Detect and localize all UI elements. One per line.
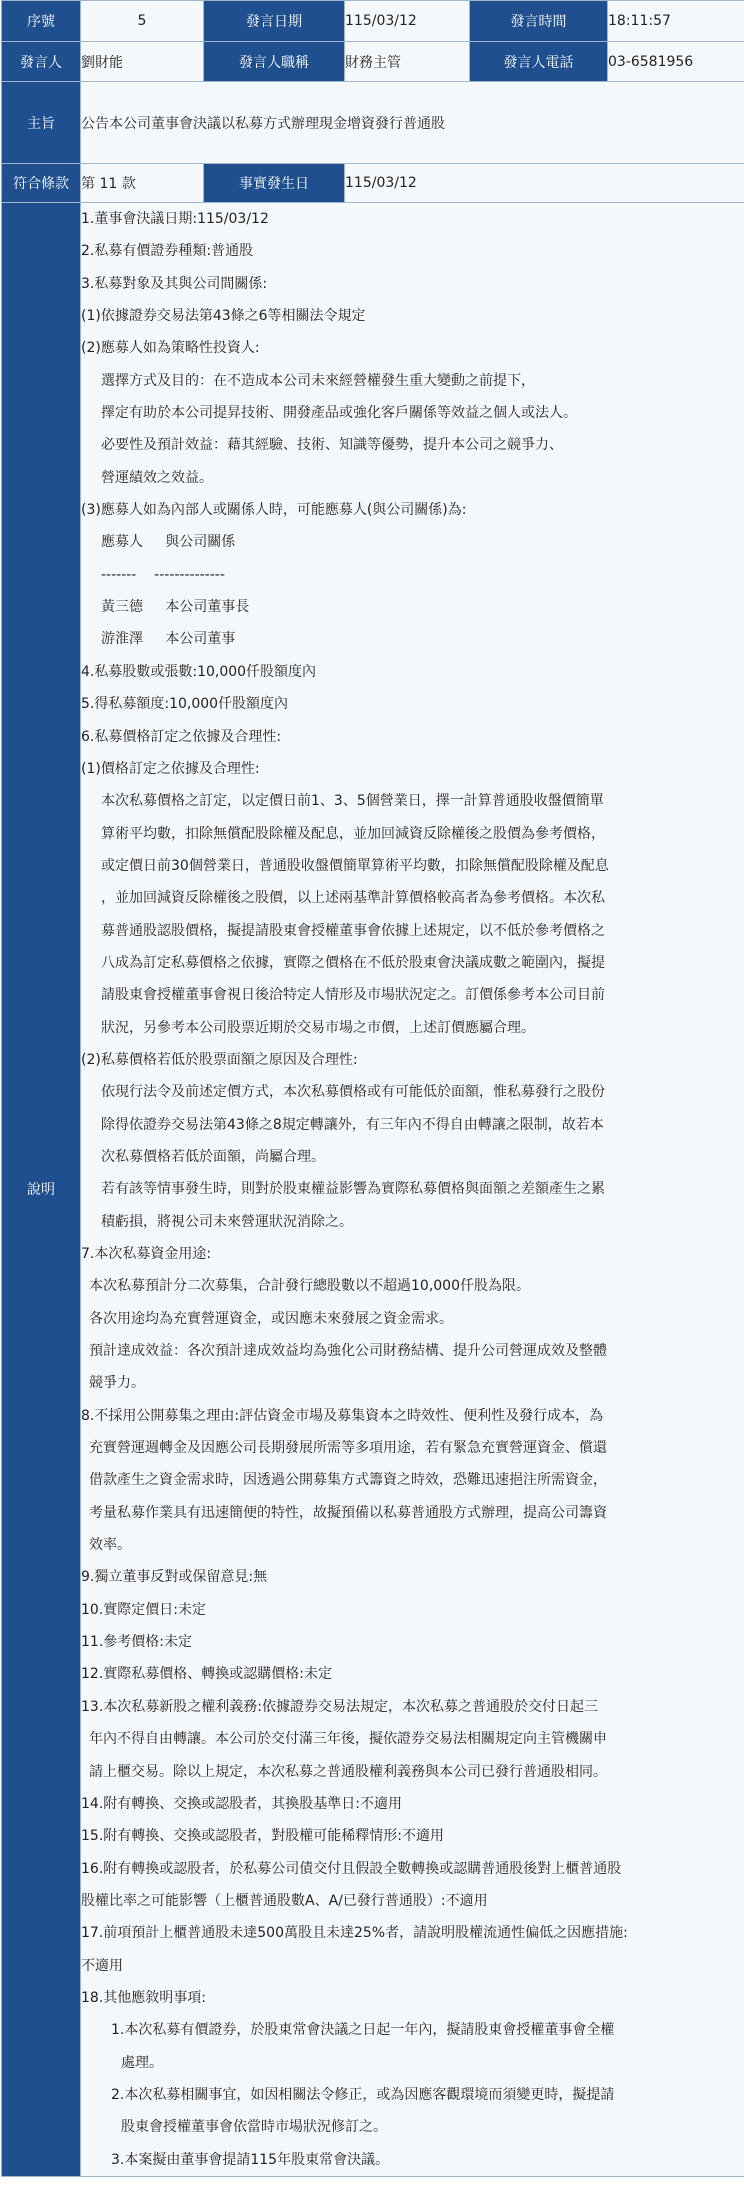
explanation-line: 8.不採用公開募集之理由:評估資金市場及募集資本之時效性、便利性及發行成本，為: [81, 1407, 604, 1424]
explanation-line: (2)私募價格若低於股票面額之原因及合理性:: [81, 1051, 358, 1068]
explanation-line: 本次私募價格之訂定，以定價日前1、3、5個營業日，擇一計算普通股收盤價簡單: [101, 793, 604, 810]
explanation-line: 4.私募股數或張數:10,000仟股額度內: [81, 663, 317, 680]
clause-value: 第 11 款: [81, 164, 204, 203]
subject-value: 公告本公司董事會決議以私募方式辦理現金增資發行普通股: [81, 82, 744, 164]
explanation-line: 1.本次私募有價證券，於股東常會決議之日起一年內，擬請股東會授權董事會全權: [111, 2022, 615, 2039]
explanation-line: ，並加回減資反除權後之股價，以上述兩基準計算價格較高者為參考價格。本次私: [101, 890, 605, 907]
subject-row: [2, 82, 744, 164]
explanation-line: 15.附有轉換、交換或認股者，對股權可能稀釋情形:不適用: [81, 1828, 444, 1845]
fact-date-value: 115/03/12: [345, 164, 744, 203]
explanation-line: (3)應募人如為內部人或關係人時，可能應募人(與公司關係)為:: [81, 502, 467, 519]
explanation-line: (1)價格訂定之依據及合理性:: [81, 760, 260, 777]
announce-time-label: 發言時間: [470, 1, 608, 42]
header-row-1: [2, 1, 744, 42]
explanation-line: 應募人 與公司關係: [101, 534, 236, 551]
explanation-line: 3.本案擬由董事會提請115年股東常會決議。: [111, 2151, 390, 2168]
explanation-line: 3.私募對象及其與公司間關係:: [81, 275, 268, 292]
explanation-line: 年內不得自由轉讓。本公司於交付滿三年後，擬依證券交易法相關規定向主管機關申: [89, 1731, 607, 1748]
explanation-line: 募普通股認股價格，擬提請股東會授權董事會依據上述規定，以不低於參考價格之: [101, 922, 605, 939]
explanation-line: 1.董事會決議日期:115/03/12: [81, 211, 269, 227]
explanation-line: 5.得私募額度:10,000仟股額度內: [81, 696, 289, 713]
explanation-line: 各次用途均為充實營運資金，或因應未來發展之資金需求。: [89, 1310, 453, 1327]
explanation-line: 擇定有助於本公司提昇技術、開發產品或強化客戶關係等效益之個人或法人。: [101, 405, 577, 422]
explanation-line: 或定價日前30個營業日，普通股收盤價簡單算術平均數，扣除無償配股除權及配息: [101, 857, 609, 874]
explanation-line: 16.附有轉換或認股者，於私募公司債交付且假設全數轉換或認購普通股後對上櫃普通股: [81, 1860, 622, 1877]
explanation-line: 11.參考價格:未定: [81, 1634, 192, 1651]
explanation-line: 6.私募價格訂定之依據及合理性:: [81, 728, 282, 745]
explanation-line: 狀況，另參考本公司股票近期於交易市場之市價，上述訂價應屬合理。: [101, 1019, 535, 1036]
speaker-value: 劉財能: [81, 42, 204, 82]
explanation-line: 17.前項預計上櫃普通股未達500萬股且未達25%者，請說明股權流通性偏低之因應措施:: [81, 1925, 628, 1942]
explanation-line: ------- --------------: [101, 566, 225, 583]
explanation-line: 不適用: [81, 1957, 123, 1974]
explanation-line: 12.實際私募價格、轉換或認購價格:未定: [81, 1666, 332, 1683]
explanation-line: 必要性及預計效益：藉其經驗、技術、知識等優勢，提升本公司之競爭力、: [101, 437, 563, 454]
explanation-line: 游淮澤 本公司董事: [101, 631, 236, 648]
explanation-line: 八成為訂定私募價格之依據，實際之價格在不低於股東會決議成數之範圍內，擬提: [101, 954, 605, 971]
announce-date-value: 115/03/12: [345, 1, 470, 42]
explanation-line: 次私募價格若低於面額，尚屬合理。: [101, 1148, 325, 1165]
speaker-title-label: 發言人職稱: [204, 42, 345, 82]
seq-value: 5: [81, 1, 204, 42]
explanation-line: 處理。: [121, 2054, 163, 2071]
explanation-line: 10.實際定價日:未定: [81, 1601, 206, 1618]
announce-time-value: 18:11:57: [608, 1, 744, 42]
explanation-line: 18.其他應敘明事項:: [81, 1989, 206, 2006]
speaker-phone-value: 03-6581956: [608, 42, 744, 82]
announcement-table: [1, 0, 744, 2177]
explanation-line: 本次私募預計分二次募集，合計發行總股數以不超過10,000仟股為限。: [89, 1278, 530, 1295]
explanation-line: 黃三德 本公司董事長: [101, 599, 250, 616]
explanation-line: 請股東會授權董事會視日後洽特定人情形及市場狀況定之。訂價係參考本公司目前: [101, 987, 605, 1004]
explanation-line: 借款產生之資金需求時，因透過公開募集方式籌資之時效，恐難迅速挹注所需資金，: [89, 1472, 607, 1489]
fact-date-label: 事實發生日: [204, 164, 345, 203]
explanation-line: (1)依據證券交易法第43條之6等相關法令規定: [81, 308, 366, 325]
explanation-body: [81, 203, 744, 2177]
header-row-2: [2, 42, 744, 82]
explanation-line: 若有該等情事發生時，則對於股東權益影響為實際私募價格與面額之差額產生之累: [101, 1181, 605, 1198]
explanation-line: 考量私募作業具有迅速簡便的特性，故擬預備以私募普通股方式辦理，提高公司籌資: [89, 1504, 607, 1521]
explanation-line: 依現行法令及前述定價方式，本次私募價格或有可能低於面額，惟私募發行之股份: [101, 1084, 605, 1101]
seq-label: 序號: [2, 1, 81, 42]
explanation-line: 預計達成效益：各次預計達成效益均為強化公司財務結構、提升公司營運成效及整體: [89, 1343, 607, 1360]
clause-label: 符合條款: [2, 164, 81, 203]
explanation-line: 9.獨立董事反對或保留意見:無: [81, 1569, 268, 1586]
explanation-line: 請上櫃交易。除以上規定，本次私募之普通股權利義務與本公司已發行普通股相同。: [89, 1763, 607, 1780]
clause-row: [2, 164, 744, 203]
subject-label: 主旨: [2, 82, 81, 164]
explanation-line: 除得依證券交易法第43條之8規定轉讓外，有三年內不得自由轉讓之限制，故若本: [101, 1116, 604, 1133]
explanation-line: (2)應募人如為策略性投資人:: [81, 340, 260, 357]
explanation-line: 選擇方式及目的：在不造成本公司未來經營權發生重大變動之前提下，: [101, 372, 535, 389]
explanation-line: 2.私募有價證券種類:普通股: [81, 243, 254, 260]
explanation-row: [2, 203, 744, 2177]
explanation-line: 14.附有轉換、交換或認股者，其換股基準日:不適用: [81, 1795, 402, 1812]
announce-date-label: 發言日期: [204, 1, 345, 42]
explanation-line: 股權比率之可能影響（上櫃普通股數A、A/已發行普通股）:不適用: [81, 1892, 488, 1909]
explanation-line: 營運績效之效益。: [101, 469, 213, 486]
explanation-line: 股東會授權董事會依當時市場狀況修訂之。: [121, 2119, 387, 2136]
explanation-line: 效率。: [89, 1537, 131, 1554]
speaker-label: 發言人: [2, 42, 81, 82]
explanation-line: 充實營運週轉金及因應公司長期發展所需等多項用途，若有緊急充實營運資金、償還: [89, 1440, 607, 1457]
explanation-line: 競爭力。: [89, 1375, 145, 1392]
speaker-phone-label: 發言人電話: [470, 42, 608, 82]
explanation-line: 算術平均數，扣除無償配股除權及配息，並加回減資反除權後之股價為參考價格，: [101, 825, 605, 842]
explanation-line: 7.本次私募資金用途:: [81, 1246, 212, 1262]
explanation-line: 2.本次私募相關事宜，如因相關法令修正，或為因應客觀環境而須變更時，擬提請: [111, 2086, 615, 2103]
explanation-line: 13.本次私募新股之權利義務:依據證券交易法規定，本次私募之普通股於交付日起三: [81, 1698, 598, 1715]
explanation-line: 積虧損，將視公司未來營運狀況消除之。: [101, 1213, 353, 1230]
speaker-title-value: 財務主管: [345, 42, 470, 82]
explanation-label: 說明: [2, 203, 81, 2177]
